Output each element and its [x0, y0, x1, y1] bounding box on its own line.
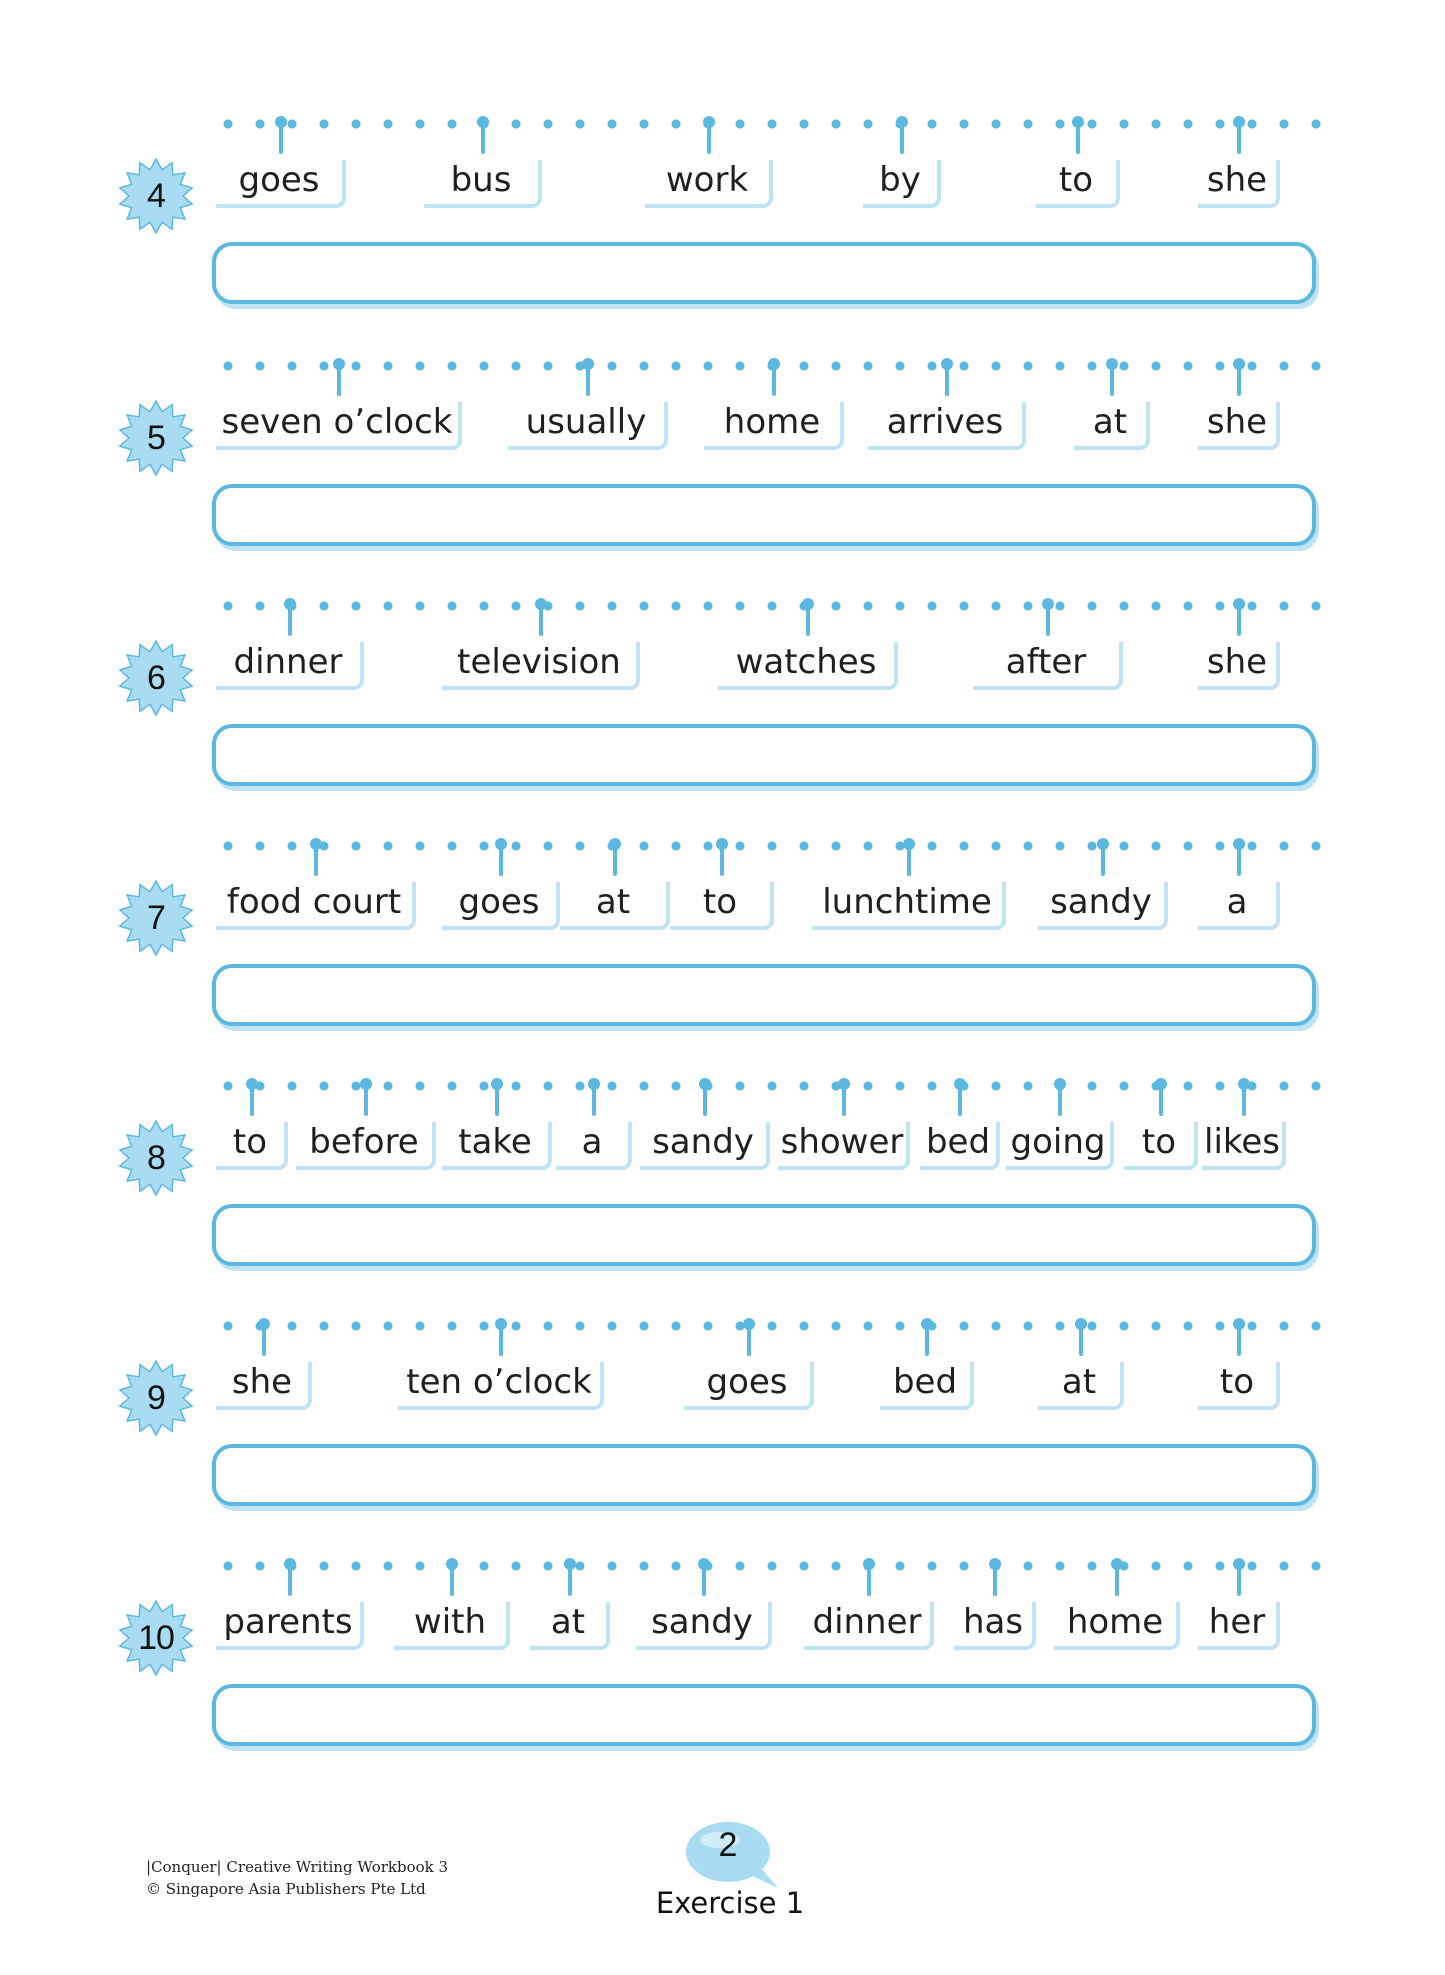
- word-tile[interactable]: bus: [424, 160, 542, 208]
- pin-marker: [714, 838, 730, 876]
- exercise-item: [0, 1080, 1445, 1280]
- starburst-icon: [118, 400, 194, 476]
- book-title: |Conquer| Creative Writing Workbook 3: [146, 1858, 449, 1876]
- pin-marker: [701, 116, 717, 154]
- word-tile[interactable]: her: [1198, 1602, 1280, 1650]
- exercise-number: 4: [147, 176, 165, 215]
- pin-marker: [444, 1558, 460, 1596]
- pin-marker: [766, 358, 782, 396]
- exercise-number: 7: [147, 898, 165, 937]
- word-tile[interactable]: she: [1198, 642, 1280, 690]
- word-tile[interactable]: take: [442, 1122, 552, 1170]
- exercise-item: [0, 118, 1445, 318]
- pin-marker: [1231, 598, 1247, 636]
- exercise-item: [0, 600, 1445, 800]
- answer-box[interactable]: [212, 484, 1316, 546]
- pin-marker: [282, 598, 298, 636]
- pin-marker: [1231, 838, 1247, 876]
- pin-marker: [562, 1558, 578, 1596]
- exercise-item: [0, 1560, 1445, 1760]
- pin-marker: [1153, 1078, 1169, 1116]
- word-tile[interactable]: goes: [216, 160, 346, 208]
- word-tile[interactable]: dinner: [216, 642, 364, 690]
- pin-marker: [894, 116, 910, 154]
- starburst-icon: [118, 158, 194, 234]
- word-tile[interactable]: sandy: [636, 1602, 772, 1650]
- word-tile[interactable]: before: [296, 1122, 436, 1170]
- word-tile[interactable]: at: [560, 882, 670, 930]
- pin-marker: [493, 1318, 509, 1356]
- starburst-icon: [118, 640, 194, 716]
- dotted-line: [212, 118, 1322, 130]
- pin-marker: [1109, 1558, 1125, 1596]
- exercise-item: [0, 360, 1445, 560]
- word-tile[interactable]: sandy: [1038, 882, 1168, 930]
- pin-marker: [1104, 358, 1120, 396]
- pin-marker: [580, 358, 596, 396]
- pin-marker: [800, 598, 816, 636]
- pin-marker: [586, 1078, 602, 1116]
- copyright-notice: © Singapore Asia Publishers Pte Ltd: [146, 1880, 426, 1898]
- exercise-number: 8: [147, 1138, 165, 1177]
- pin-marker: [1040, 598, 1056, 636]
- word-tile[interactable]: watches: [718, 642, 898, 690]
- answer-box[interactable]: [212, 964, 1316, 1026]
- starburst-icon: [118, 1360, 194, 1436]
- pin-marker: [1095, 838, 1111, 876]
- word-tile[interactable]: bed: [920, 1122, 1000, 1170]
- starburst-icon: [118, 1600, 194, 1676]
- pin-marker: [919, 1318, 935, 1356]
- word-tile[interactable]: she: [1198, 160, 1280, 208]
- pin-marker: [256, 1318, 272, 1356]
- word-tile[interactable]: at: [1074, 402, 1150, 450]
- word-tile[interactable]: parents: [216, 1602, 364, 1650]
- pin-marker: [533, 598, 549, 636]
- word-tile[interactable]: likes: [1202, 1122, 1286, 1170]
- pin-marker: [952, 1078, 968, 1116]
- word-tile[interactable]: dinner: [804, 1602, 934, 1650]
- pin-marker: [741, 1318, 757, 1356]
- pin-marker: [489, 1078, 505, 1116]
- word-tile[interactable]: lunchtime: [812, 882, 1006, 930]
- answer-box[interactable]: [212, 1444, 1316, 1506]
- exercise-number: 6: [147, 658, 165, 697]
- page-number: 2: [718, 1826, 738, 1864]
- word-tile[interactable]: she: [1198, 402, 1280, 450]
- word-tile[interactable]: she: [216, 1362, 312, 1410]
- dotted-line: [212, 1320, 1322, 1332]
- word-tile[interactable]: television: [442, 642, 640, 690]
- word-tile[interactable]: to: [1036, 160, 1120, 208]
- word-tile[interactable]: at: [530, 1602, 610, 1650]
- word-tile[interactable]: at: [1038, 1362, 1124, 1410]
- answer-box[interactable]: [212, 724, 1316, 786]
- word-tile[interactable]: work: [645, 160, 773, 208]
- exercise-item: [0, 840, 1445, 1040]
- pin-marker: [308, 838, 324, 876]
- pin-marker: [273, 116, 289, 154]
- word-tile[interactable]: arrives: [868, 402, 1026, 450]
- dotted-line: [212, 1560, 1322, 1572]
- word-tile[interactable]: after: [973, 642, 1123, 690]
- dotted-line: [212, 600, 1322, 612]
- exercise-number: 5: [147, 418, 165, 457]
- pin-marker: [696, 1558, 712, 1596]
- word-tile[interactable]: a: [1198, 882, 1280, 930]
- word-tile[interactable]: with: [394, 1602, 510, 1650]
- word-tile[interactable]: to: [216, 1122, 288, 1170]
- pin-marker: [475, 116, 491, 154]
- exercise-number: 10: [138, 1618, 174, 1657]
- word-tile[interactable]: to: [670, 882, 774, 930]
- word-tile[interactable]: shower: [778, 1122, 910, 1170]
- pin-marker: [493, 838, 509, 876]
- exercise-item: [0, 1320, 1445, 1520]
- answer-box[interactable]: [212, 1684, 1316, 1746]
- pin-marker: [607, 838, 623, 876]
- word-tile[interactable]: home: [704, 402, 844, 450]
- pin-marker: [1073, 1318, 1089, 1356]
- pin-marker: [1231, 358, 1247, 396]
- pin-marker: [1231, 116, 1247, 154]
- pin-marker: [244, 1078, 260, 1116]
- word-tile[interactable]: goes: [442, 882, 560, 930]
- dotted-line: [212, 840, 1322, 852]
- word-tile[interactable]: seven o’clock: [216, 402, 462, 450]
- word-tile[interactable]: ten o’clock: [398, 1362, 604, 1410]
- pin-marker: [1231, 1318, 1247, 1356]
- answer-box[interactable]: [212, 1204, 1316, 1266]
- word-tile[interactable]: sandy: [640, 1122, 770, 1170]
- pin-marker: [987, 1558, 1003, 1596]
- word-tile[interactable]: to: [1124, 1122, 1198, 1170]
- word-tile[interactable]: food court: [216, 882, 416, 930]
- starburst-icon: [118, 1120, 194, 1196]
- word-tile[interactable]: to: [1198, 1362, 1280, 1410]
- starburst-icon: [118, 880, 194, 956]
- pin-marker: [901, 838, 917, 876]
- pin-marker: [358, 1078, 374, 1116]
- pin-marker: [331, 358, 347, 396]
- pin-marker: [836, 1078, 852, 1116]
- pin-marker: [697, 1078, 713, 1116]
- pin-marker: [282, 1558, 298, 1596]
- word-tile[interactable]: a: [556, 1122, 632, 1170]
- pin-marker: [1236, 1078, 1252, 1116]
- pin-marker: [1052, 1078, 1068, 1116]
- pin-marker: [939, 358, 955, 396]
- word-tile[interactable]: going: [1006, 1122, 1114, 1170]
- word-tile[interactable]: goes: [684, 1362, 814, 1410]
- exercise-label: Exercise 1: [655, 1886, 805, 1920]
- pin-marker: [1231, 1558, 1247, 1596]
- word-tile[interactable]: by: [863, 160, 941, 208]
- word-tile[interactable]: usually: [508, 402, 668, 450]
- pin-marker: [1070, 116, 1086, 154]
- word-tile[interactable]: has: [954, 1602, 1036, 1650]
- exercise-number: 9: [147, 1378, 165, 1417]
- pin-marker: [861, 1558, 877, 1596]
- word-tile[interactable]: bed: [880, 1362, 974, 1410]
- word-tile[interactable]: home: [1054, 1602, 1180, 1650]
- answer-box[interactable]: [212, 242, 1316, 304]
